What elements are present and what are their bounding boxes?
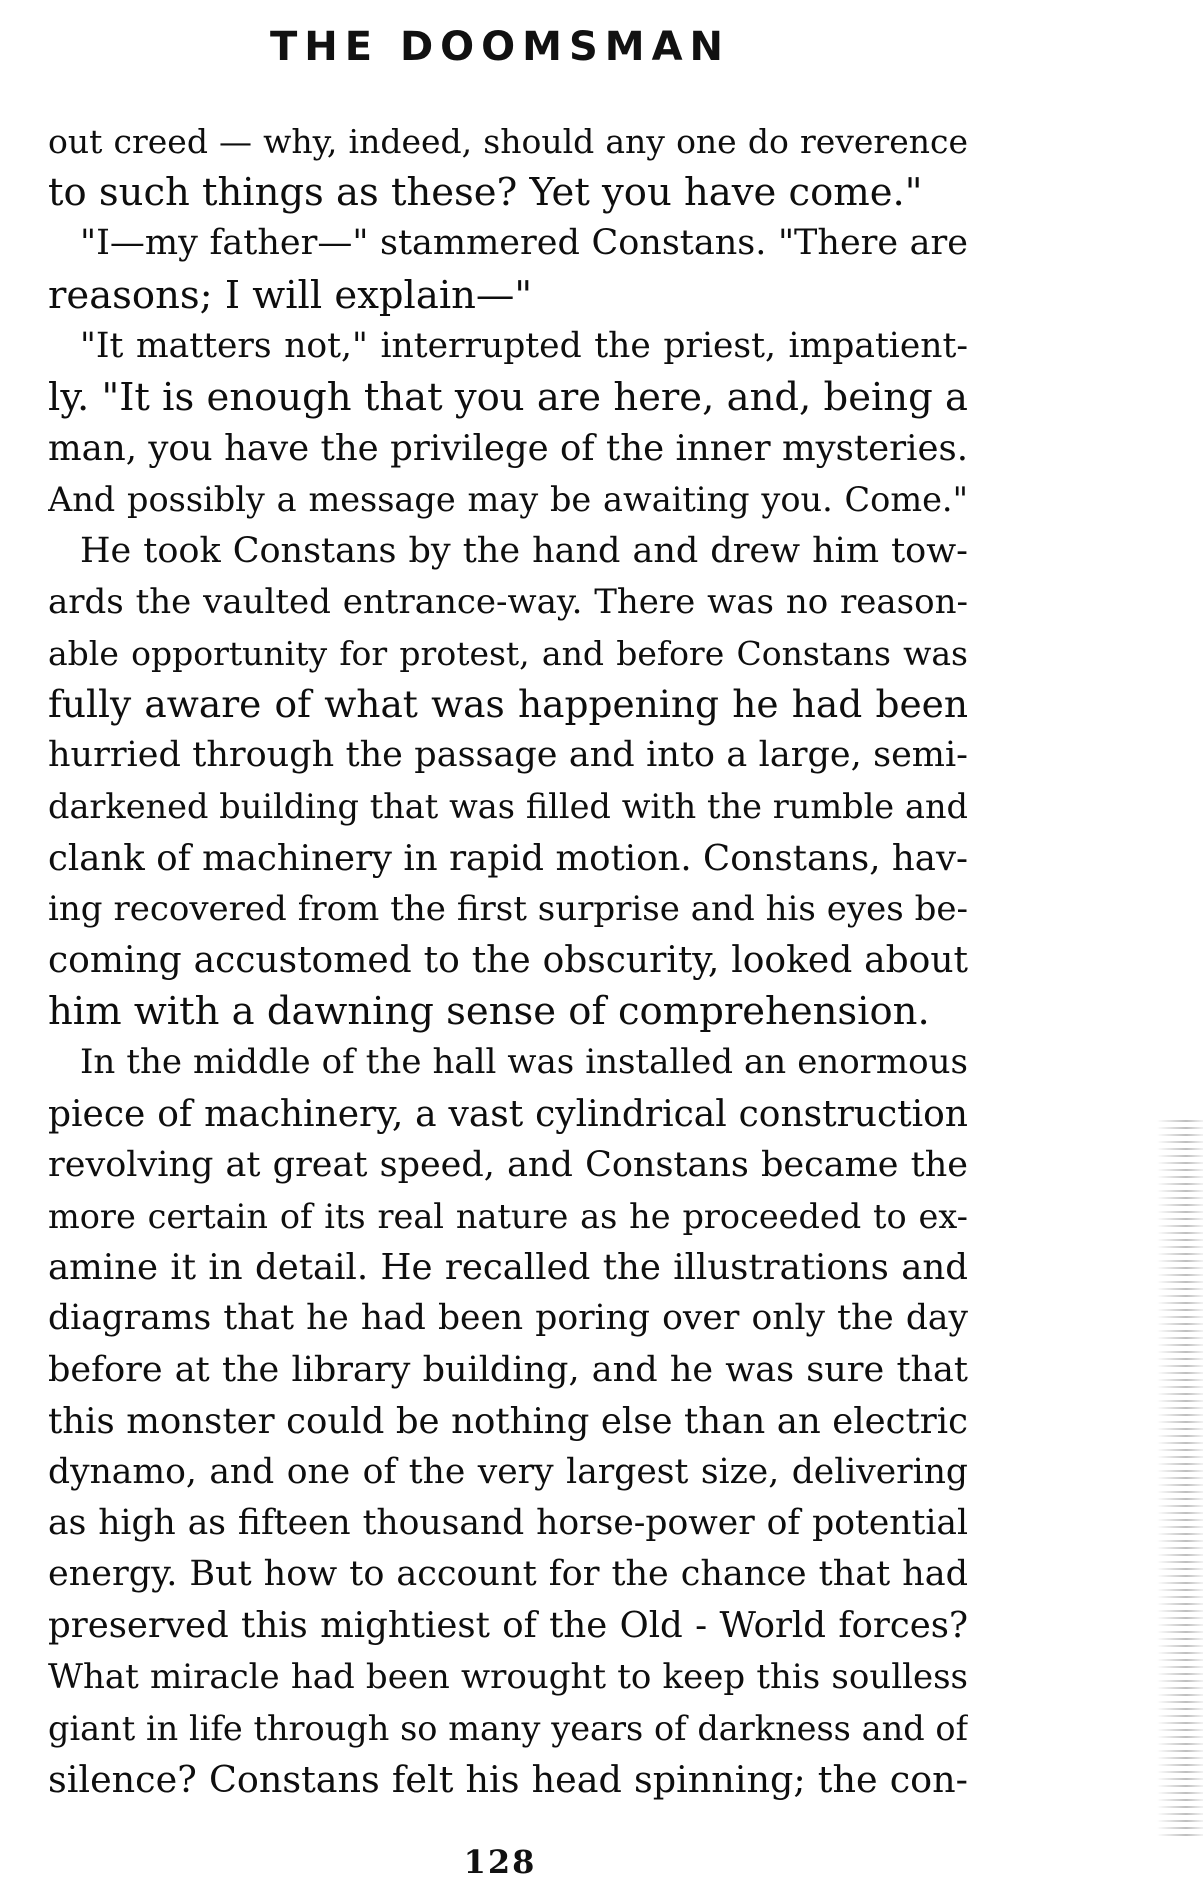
text-line: He took Constans by the hand and drew him tow- [80, 530, 968, 571]
text-line: darkened building that was filled with the rumble and [48, 787, 968, 827]
text-line: amine it in detail. He recalled the illustrations and [48, 1247, 968, 1289]
text-line: before at the library building, and he was sure that [48, 1349, 968, 1390]
text-line: reasons; I will explain—" [48, 272, 533, 318]
text-line: this monster could be nothing else than an electric [48, 1400, 968, 1442]
text-line: And possibly a message may be awaiting you. Come." [48, 480, 968, 520]
text-line: man, you have the privilege of the inner mysteries. [48, 428, 968, 470]
text-line: more certain of its real nature as he proceeded to ex- [48, 1196, 968, 1236]
text-line: silence? Constans felt his head spinning; the con- [48, 1758, 968, 1801]
body-text [48, 116, 968, 1805]
text-line: hurried through the passage and into a large, semi- [48, 735, 968, 776]
text-line: preserved this mightiest of the Old - World forces? [48, 1605, 968, 1647]
text-line: What miracle had been wrought to keep this soulless [48, 1656, 968, 1697]
text-line: able opportunity for protest, and before Constans was [48, 633, 968, 673]
text-line: to such things as these? Yet you have come." [48, 170, 923, 216]
text-line: ly. "It is enough that you are here, and, being a [48, 374, 968, 420]
text-line: ards the vaulted entrance-way. There was no reason- [48, 581, 968, 622]
text-line: diagrams that he had been poring over only the day [48, 1298, 968, 1339]
text-line: "It matters not," interrupted the priest, impatient- [80, 325, 968, 366]
text-line: piece of machinery, a vast cylindrical construction [48, 1093, 968, 1135]
text-line: out creed — why, indeed, should any one do reverence [48, 122, 968, 161]
text-line: In the middle of the hall was installed an enormous [80, 1042, 968, 1083]
running-head: THE DOOMSMAN [269, 24, 731, 70]
text-line: fully aware of what was happening he had been [48, 682, 968, 727]
text-line: coming accustomed to the obscurity, looked about [48, 940, 968, 981]
text-line: giant in life through so many years of darkness and of [48, 1708, 968, 1748]
page-number: 128 [463, 1843, 537, 1881]
text-line: him with a dawning sense of comprehension. [48, 989, 930, 1035]
text-line: energy. But how to account for the chance that had [48, 1554, 968, 1595]
text-line: ing recovered from the first surprise and his eyes be- [48, 888, 968, 929]
text-line: revolving at great speed, and Constans became the [48, 1144, 968, 1185]
text-line: as high as fifteen thousand horse-power of potential [48, 1503, 968, 1544]
text-line: clank of machinery in rapid motion. Constans, hav- [48, 837, 968, 879]
text-line: dynamo, and one of the very largest size, delivering [48, 1451, 968, 1492]
scan-edge-noise [993, 1120, 1203, 1840]
text-line: "I—my father—" stammered Constans. "There are [80, 223, 968, 264]
